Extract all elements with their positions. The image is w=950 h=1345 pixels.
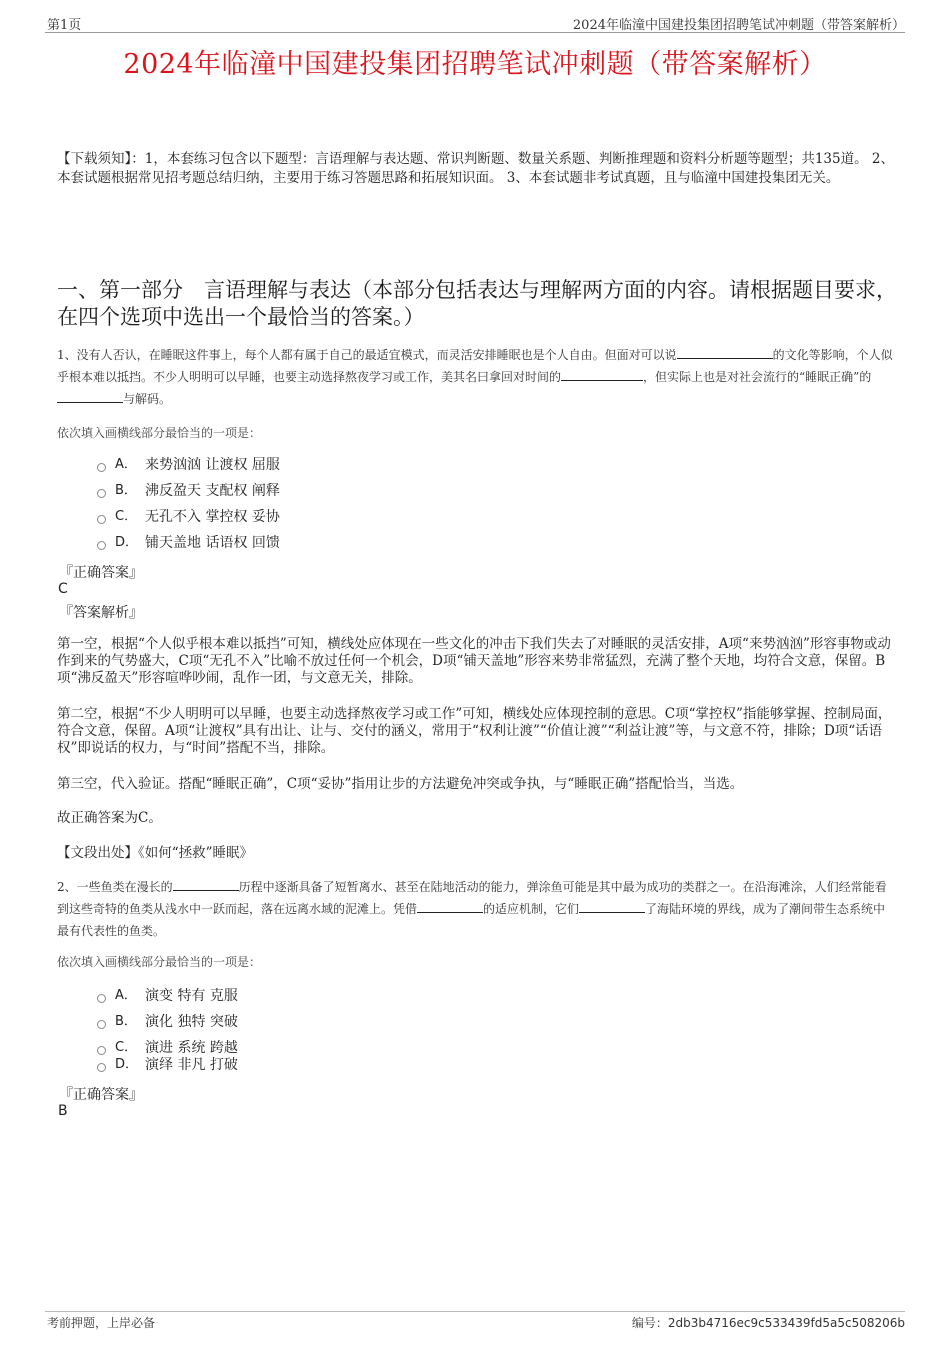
option-letter: D． [115,535,139,550]
option-letter: C． [115,1040,138,1055]
question-1-text [57,344,897,410]
analysis-label: 『答案解析』 [59,605,143,621]
radio-icon[interactable] [97,515,106,524]
option-letter: D． [115,1057,139,1072]
option-text: 演进 系统 跨越 [145,1040,238,1056]
question-1-option-b[interactable] [97,481,280,501]
question-2-option-d[interactable] [97,1055,238,1075]
source-citation: 【文段出处】《如何“拯救”睡眠》 [57,845,254,861]
radio-icon[interactable] [97,541,106,550]
blank-line [417,900,483,913]
option-text: 来势汹汹 让渡权 屈服 [145,457,280,473]
question-1-seg2: 的文化等影响，个人似乎根本难以抵挡。不少人明明可以早睡，也要主动选择熬夜学习或工作，美其名曰拿回对时间的 [57,348,893,384]
header-doc-title: 2024年临潼中国建投集团招聘笔试冲刺题（带答案解析） [572,18,905,33]
correct-answer: C [58,581,68,597]
correct-answer: B [58,1103,68,1119]
radio-icon[interactable] [97,489,106,498]
question-1-option-c[interactable] [97,507,280,527]
analysis-paragraph: 第一空，根据“个人似乎根本难以抵挡”可知，横线处应体现在一些文化的冲击下我们失去了对睡眠的灵活安排，A项“来势汹汹”形容事物或动作到来的气势盛大，C项“无孔不入”比喻不放过任何一个机会，D项“铺天盖地”形容来势非常猛烈，充满了整个天地，均符合文意，保留。B项“沸反盈天”形容喧哗吵闹，乱作一团，与文意无关，排除。 [57,636,891,686]
analysis-paragraph: 第二空，根据“不少人明明可以早睡，也要主动选择熬夜学习或工作”可知，横线处应体现控制的意思。C项“掌控权”指能够掌握、控制局面，符合文意，保留。A项“让渡权”具有出让、让与、交付的涵义，常用于“权利让渡”“价值让渡”“利益让渡”等，与文意不符，排除；D项“话语权”即说话的权力，与“时间”搭配不当，排除。 [57,706,892,756]
option-letter: B． [115,483,137,498]
radio-icon[interactable] [97,463,106,472]
footer-divider [45,1311,905,1312]
blank-line [579,900,645,913]
analysis-conclusion: 故正确答案为C。 [57,810,162,826]
question-2-option-b[interactable] [97,1012,238,1032]
document-title: 2024年临潼中国建投集团招聘笔试冲刺题（带答案解析） [123,49,827,80]
question-2-option-a[interactable] [97,986,238,1006]
blank-line [173,878,239,891]
question-1-seg3: ，但实际上也是对社会流行的“睡眠正确”的 [643,370,872,384]
question-2-seg2: 历程中逐渐具备了短暂离水、甚至在陆地活动的能力，弹涂鱼可能是其中最为成功的类群之一。在沿海滩涂，人们经常能看到这些奇特的鱼类从浅水中一跃而起，落在远离水域的泥滩上。凭借 [57,880,887,916]
footer-code [632,1314,905,1331]
radio-icon[interactable] [97,1020,106,1029]
blank-line [677,346,773,359]
page-number: 第1页 [47,18,82,33]
footer-slogan: 考前押题，上岸必备 [47,1316,156,1330]
question-1-seg4: 与解码。 [123,392,172,406]
question-1-seg1: 1、没有人否认，在睡眠这件事上，每个人都有属于自己的最适宜模式，而灵活安排睡眠也是个人自由。但面对可以说 [57,348,677,362]
blank-line [561,368,643,381]
question-2-seg4: 了海陆环境的界线，成为了潮间带生态系统中最有代表性的鱼类。 [57,902,886,938]
radio-icon[interactable] [97,1046,106,1055]
section-heading: 一、第一部分 言语理解与表达（本部分包括表达与理解两方面的内容。请根据题目要求，在四个选项中选出一个最恰当的答案。） [57,278,897,329]
option-text: 演绎 非凡 打破 [145,1057,238,1073]
footer-code-label: 编号： [631,1316,668,1330]
option-letter: A． [115,988,137,1003]
header-divider [45,32,905,33]
question-2-seg3: 的适应机制，它们 [483,902,580,916]
footer-code-value: 2db3b4716ec9c533439fd5a5c508206b [667,1316,905,1330]
option-text: 无孔不入 掌控权 妥协 [145,509,280,525]
option-text: 沸反盈天 支配权 阐释 [145,483,280,499]
question-1-option-a[interactable] [97,455,280,475]
analysis-paragraph: 第三空，代入验证。搭配“睡眠正确”，C项“妥协”指用让步的方法避免冲突或争执，与“睡眠正确”搭配恰当，当选。 [57,776,744,792]
option-text: 铺天盖地 话语权 回馈 [145,535,280,551]
download-notice: 【下载须知】：1，本套练习包含以下题型：言语理解与表达题、常识判断题、数量关系题、判断推理题和资料分析题等题型；共135道。 2、本套试题根据常见招考题总结归纳，主要用于练习答题思路和拓展知识面。 3、本套试题非考试真题，且与临潼中国建投集团无关。 [57,151,894,186]
option-letter: A． [115,457,137,472]
option-text: 演变 特有 克服 [145,988,238,1004]
option-text: 演化 独特 突破 [145,1014,238,1030]
question-2-prompt: 依次填入画横线部分最恰当的一项是： [57,955,262,969]
question-2-text [57,876,897,942]
radio-icon[interactable] [97,1063,106,1072]
radio-icon[interactable] [97,994,106,1003]
option-letter: B． [115,1014,137,1029]
question-2-seg1: 2、一些鱼类在漫长的 [57,880,173,894]
option-letter: C． [115,509,138,524]
blank-line [57,390,123,403]
question-1-option-d[interactable] [97,533,280,553]
correct-answer-label: 『正确答案』 [59,1087,143,1103]
correct-answer-label: 『正确答案』 [59,565,143,581]
question-1-prompt: 依次填入画横线部分最恰当的一项是： [57,426,262,440]
